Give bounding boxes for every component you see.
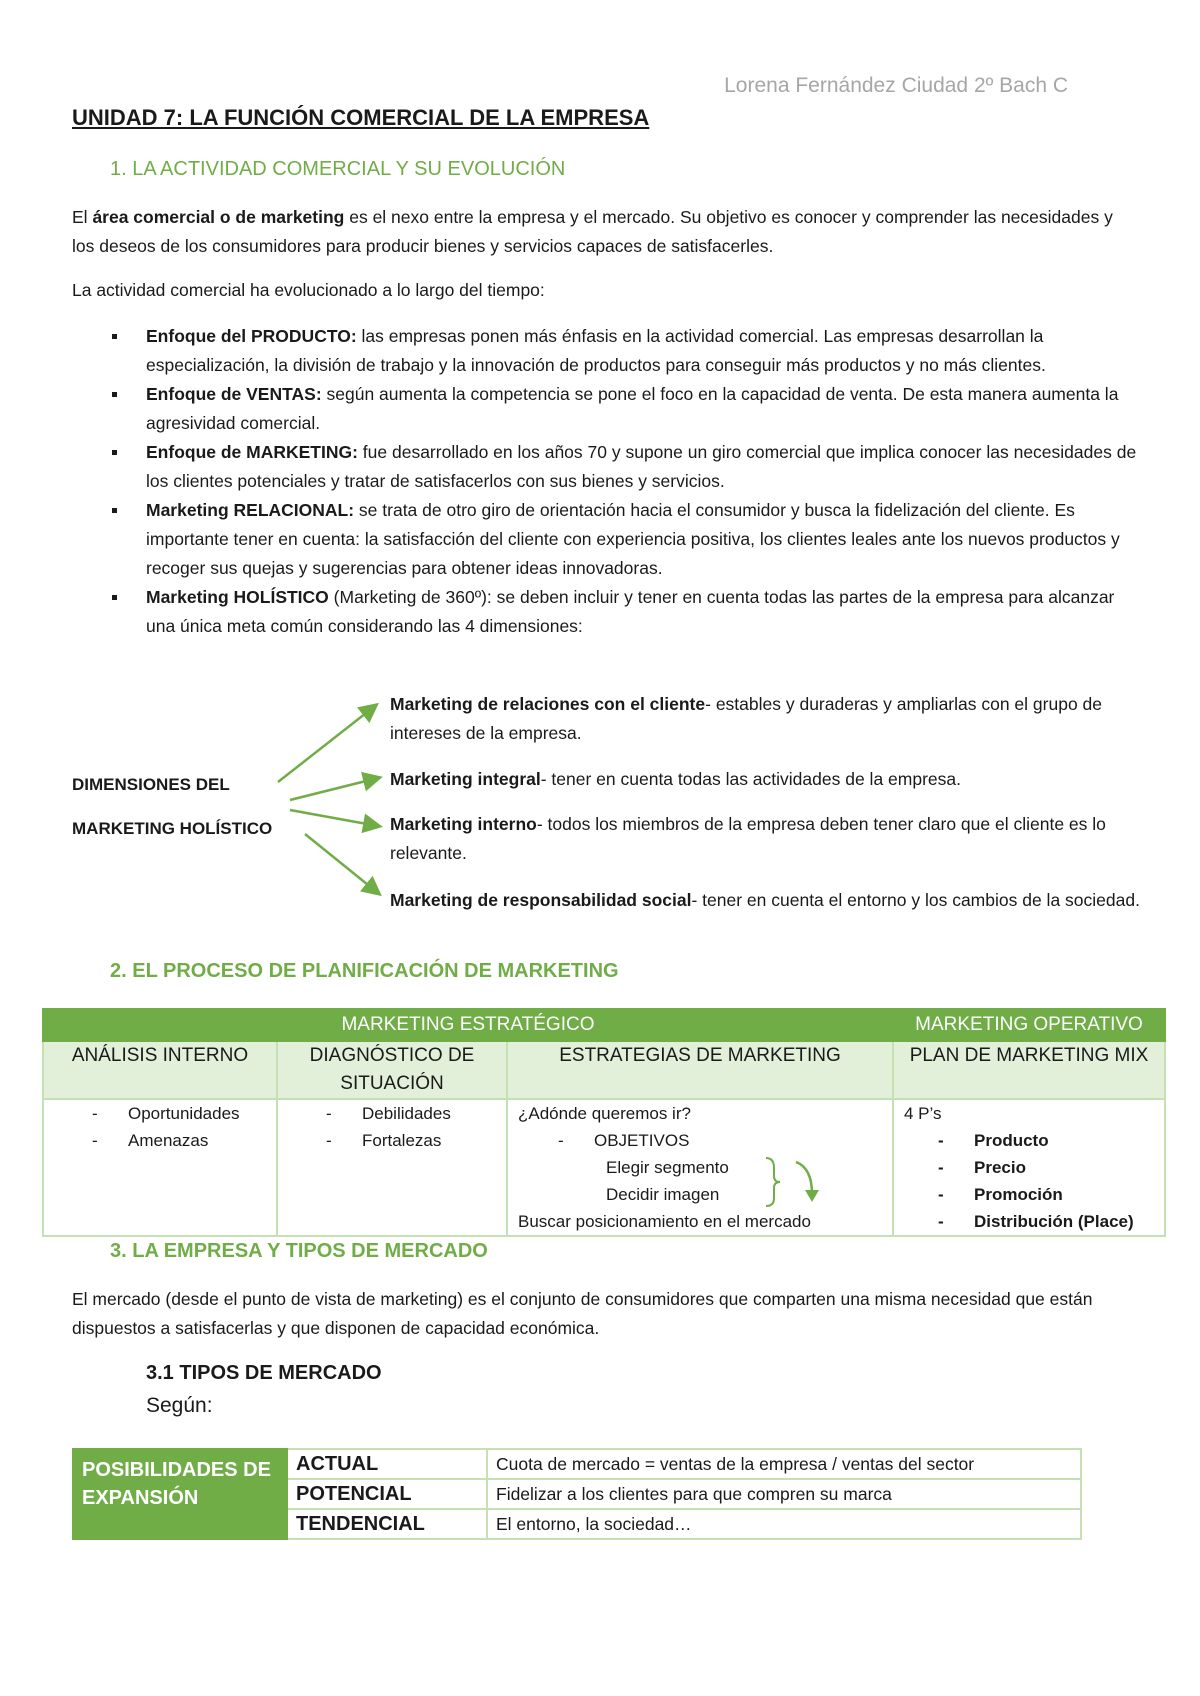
dimension-text: - todos los miembros de la empresa deben tener claro que el cliente es lo relevante. — [390, 814, 1106, 863]
page-title: UNIDAD 7: LA FUNCIÓN COMERCIAL DE LA EMPRESA — [72, 105, 650, 130]
cell-diagnostico — [277, 1099, 507, 1236]
dimension-relaciones — [390, 690, 1160, 748]
list-item: - Producto — [938, 1131, 1049, 1150]
bullet-bold: Marketing HOLÍSTICO — [146, 587, 329, 607]
item-text: Fortalezas — [362, 1131, 442, 1150]
dimension-text: - tener en cuenta todas las actividades de la empresa. — [540, 769, 961, 789]
bullet-text: fue desarrollado en los años 70 y supone un giro comercial que implica conocer las necesidades de los clientes potenciales y tratar de satisfacerlos con sus bienes y servicios. — [146, 442, 1137, 491]
item-text: Debilidades — [362, 1104, 451, 1123]
expansion-label: POSIBILIDADES DE EXPANSIÓN — [73, 1449, 287, 1539]
table-row — [73, 1449, 1081, 1479]
bracket-arrow-icon — [760, 1154, 830, 1212]
item-text: Producto — [974, 1131, 1049, 1150]
dimensions-label-line-2: MARKETING HOLÍSTICO — [72, 819, 273, 838]
row-name: ACTUAL — [287, 1449, 487, 1479]
arrow-to-relaciones — [278, 706, 375, 782]
objetivos: - OBJETIVOS — [558, 1131, 690, 1150]
bullet-bold: Marketing RELACIONAL: — [146, 500, 355, 520]
segun-label: Según: — [146, 1394, 213, 1417]
row-desc: El entorno, la sociedad… — [487, 1509, 1081, 1539]
arrow-to-interno — [290, 810, 378, 826]
list-item: - Oportunidades — [92, 1104, 240, 1123]
p1-bold: área comercial o de marketing — [92, 207, 345, 227]
list-item: - Fortalezas — [326, 1131, 442, 1150]
col-diagnostico: DIAGNÓSTICO DE SITUACIÓN — [277, 1041, 507, 1099]
section-3-paragraph: El mercado (desde el punto de vista de marketing) es el conjunto de consumidores que comparten una misma necesidad que están dispuestos a satisfacerlas y que disponen de capacidad económica. — [72, 1289, 1093, 1338]
dimension-bold: Marketing de responsabilidad social — [390, 890, 692, 910]
row-desc: Fidelizar a los clientes para que compren su marca — [487, 1479, 1081, 1509]
header-operative: MARKETING OPERATIVO — [893, 1009, 1165, 1041]
question: ¿Adónde queremos ir? — [518, 1104, 691, 1123]
bullet-text: se trata de otro giro de orientación hacia el consumidor y busca la fidelización del cliente. Es importante tener en cuenta: la satisfacción del cliente con experiencia positiva, los clientes leales ante los nuevos productos y recoger sus quejas y sugerencias para obtener ideas innovadoras. — [146, 500, 1120, 578]
row-name: POTENCIAL — [287, 1479, 487, 1509]
author-header: Lorena Fernández Ciudad 2º Bach C — [724, 74, 1068, 97]
bullet-bold: Enfoque del PRODUCTO: — [146, 326, 357, 346]
subsection-title: 3.1 TIPOS DE MERCADO — [146, 1362, 382, 1384]
dimensions-label-line-1: DIMENSIONES DEL — [72, 775, 230, 794]
bullet-text: (Marketing de 360º): se deben incluir y tener en cuenta todas las partes de la empresa para alcanzar una única meta común considerando las 4 dimensiones: — [146, 587, 1115, 636]
section-1-heading: 1. LA ACTIVIDAD COMERCIAL Y SU EVOLUCIÓN — [110, 158, 566, 180]
mix-title: 4 P’s — [904, 1104, 942, 1123]
posicionamiento: Buscar posicionamiento en el mercado — [518, 1212, 811, 1231]
item-text: Promoción — [974, 1185, 1063, 1204]
dimension-bold: Marketing interno — [390, 814, 537, 834]
list-item: - Amenazas — [92, 1131, 209, 1150]
section-2-heading: 2. EL PROCESO DE PLANIFICACIÓN DE MARKETING — [110, 960, 619, 982]
row-desc: Cuota de mercado = ventas de la empresa / ventas del sector — [487, 1449, 1081, 1479]
item-text: Precio — [974, 1158, 1026, 1177]
dimension-integral — [390, 765, 1160, 794]
bullet-bold: Enfoque de MARKETING: — [146, 442, 358, 462]
bullet-text: las empresas ponen más énfasis en la actividad comercial. Las empresas desarrollan la especialización, la división de trabajo y la innovación de productos para conseguir más productos y no más clientes. — [146, 326, 1046, 375]
header-strategic: MARKETING ESTRATÉGICO — [43, 1009, 893, 1041]
col-analisis: ANÁLISIS INTERNO — [43, 1041, 277, 1099]
item-text: Distribución (Place) — [974, 1212, 1134, 1231]
dimension-text: - tener en cuenta el entorno y los cambios de la sociedad. — [691, 890, 1140, 910]
sub-segmento: Elegir segmento — [606, 1158, 729, 1177]
list-item: - Debilidades — [326, 1104, 451, 1123]
cell-estrategias — [507, 1099, 893, 1236]
bullet-text: según aumenta la competencia se pone el foco en la capacidad de venta. De esta manera aumenta la agresividad comercial. — [146, 384, 1119, 433]
item-text: Oportunidades — [128, 1104, 240, 1123]
dimension-text: - estables y duraderas y ampliarlas con el grupo de intereses de la empresa. — [390, 694, 1103, 743]
arrow-to-responsabilidad — [305, 834, 378, 893]
list-item: - Promoción — [938, 1185, 1063, 1204]
list-item: - Distribución (Place) — [938, 1212, 1134, 1231]
dimension-responsabilidad — [390, 886, 1170, 915]
section-3-heading: 3. LA EMPRESA Y TIPOS DE MERCADO — [110, 1240, 488, 1262]
col-plan-mix: PLAN DE MARKETING MIX — [893, 1041, 1165, 1099]
col-estrategias: ESTRATEGIAS DE MARKETING — [507, 1041, 893, 1099]
planning-table — [42, 1008, 1166, 1237]
objetivos-text: OBJETIVOS — [594, 1131, 690, 1150]
dimension-bold: Marketing de relaciones con el cliente — [390, 694, 706, 714]
p1-pre: El — [72, 207, 93, 227]
list-item: - Precio — [938, 1158, 1026, 1177]
bullet-bold: Enfoque de VENTAS: — [146, 384, 322, 404]
dimension-bold: Marketing integral — [390, 769, 541, 789]
row-name: TENDENCIAL — [287, 1509, 487, 1539]
dimension-interno — [390, 810, 1160, 868]
cell-plan-mix — [893, 1099, 1165, 1236]
market-types-table — [72, 1448, 1082, 1540]
item-text: Amenazas — [128, 1131, 209, 1150]
sub-imagen: Decidir imagen — [606, 1185, 720, 1204]
p1-post: es el nexo entre la empresa y el mercado. Su objetivo es conocer y comprender las necesidades y los deseos de los consumidores para producir bienes y servicios capaces de satisfacerles. — [72, 207, 1113, 256]
arrow-to-integral — [290, 778, 378, 800]
cell-analisis — [43, 1099, 277, 1236]
section-1-paragraph-2: La actividad comercial ha evolucionado a lo largo del tiempo: — [72, 280, 545, 300]
